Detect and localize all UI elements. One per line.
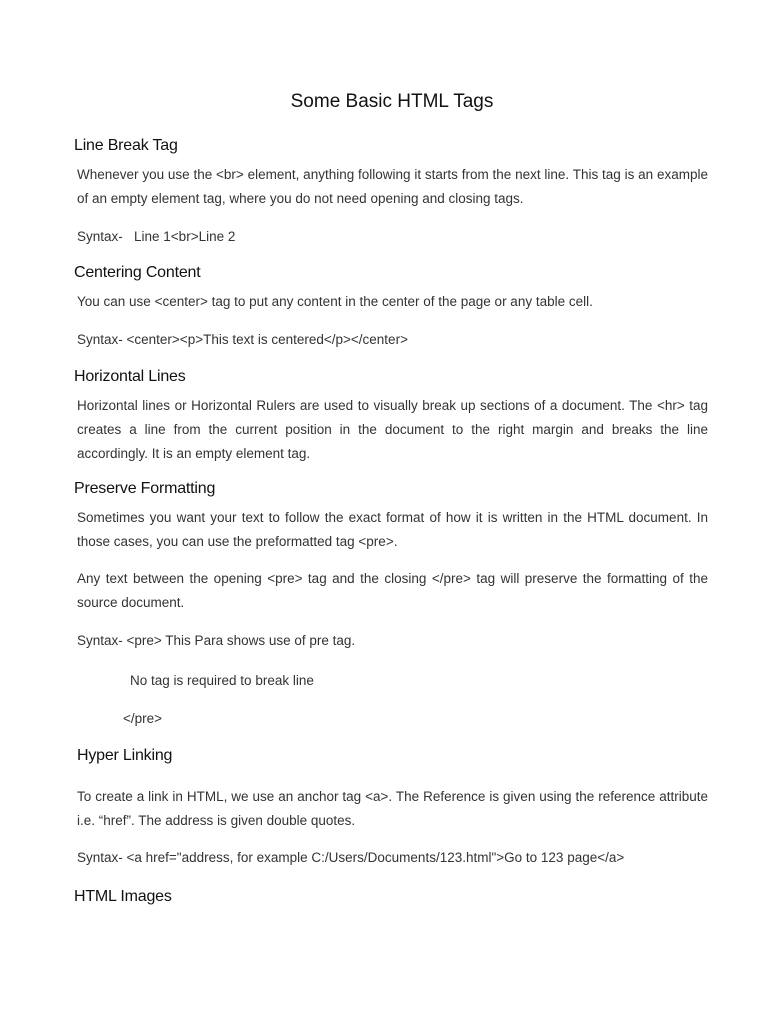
hyper-linking-syntax: Syntax- <a href="address, for example C:/Users/Documents/123.html">Go to 123 page</a> bbox=[77, 850, 625, 865]
section-heading-line-break: Line Break Tag bbox=[74, 137, 178, 154]
section-heading-preserve-formatting: Preserve Formatting bbox=[74, 480, 216, 497]
line-break-syntax: Syntax- Line 1<br>Line 2 bbox=[77, 229, 236, 244]
preserve-formatting-syntax: Syntax- <pre> This Para shows use of pre tag. bbox=[77, 633, 356, 648]
preserve-formatting-paragraph-1: Sometimes you want your text to follow the exact format of how it is written in the HTML document. In those cases, you can use the preformatted tag <pre>. bbox=[77, 510, 708, 549]
centering-paragraph: You can use <center> tag to put any content in the center of the page or any table cell. bbox=[77, 294, 593, 309]
section-heading-centering: Centering Content bbox=[74, 264, 201, 281]
horizontal-lines-paragraph: Horizontal lines or Horizontal Rulers are used to visually break up sections of a document. The <hr> tag creates a line from the current position in the document to the right margin and breaks the line accordingly. It is an empty element tag. bbox=[77, 398, 708, 461]
preserve-formatting-paragraph-2: Any text between the opening <pre> tag and the closing </pre> tag will preserve the formatting of the source document. bbox=[77, 571, 708, 610]
hyper-linking-paragraph: To create a link in HTML, we use an anchor tag <a>. The Reference is given using the reference attribute i.e. “href”. The address is given double quotes. bbox=[77, 789, 708, 828]
section-heading-hyper-linking: Hyper Linking bbox=[77, 747, 173, 764]
section-heading-html-images: HTML Images bbox=[74, 888, 172, 905]
section-heading-horizontal-lines: Horizontal Lines bbox=[74, 368, 186, 385]
line-break-paragraph: Whenever you use the <br> element, anything following it starts from the next line. This tag is an example of an empty element tag, where you do not need opening and closing tags. bbox=[77, 167, 708, 206]
preserve-formatting-syntax-line-3: </pre> bbox=[123, 711, 163, 726]
preserve-formatting-syntax-line-2: No tag is required to break line bbox=[130, 673, 314, 688]
page-title: Some Basic HTML Tags bbox=[290, 91, 494, 112]
centering-syntax: Syntax- <center><p>This text is centered</p></center> bbox=[77, 332, 408, 347]
